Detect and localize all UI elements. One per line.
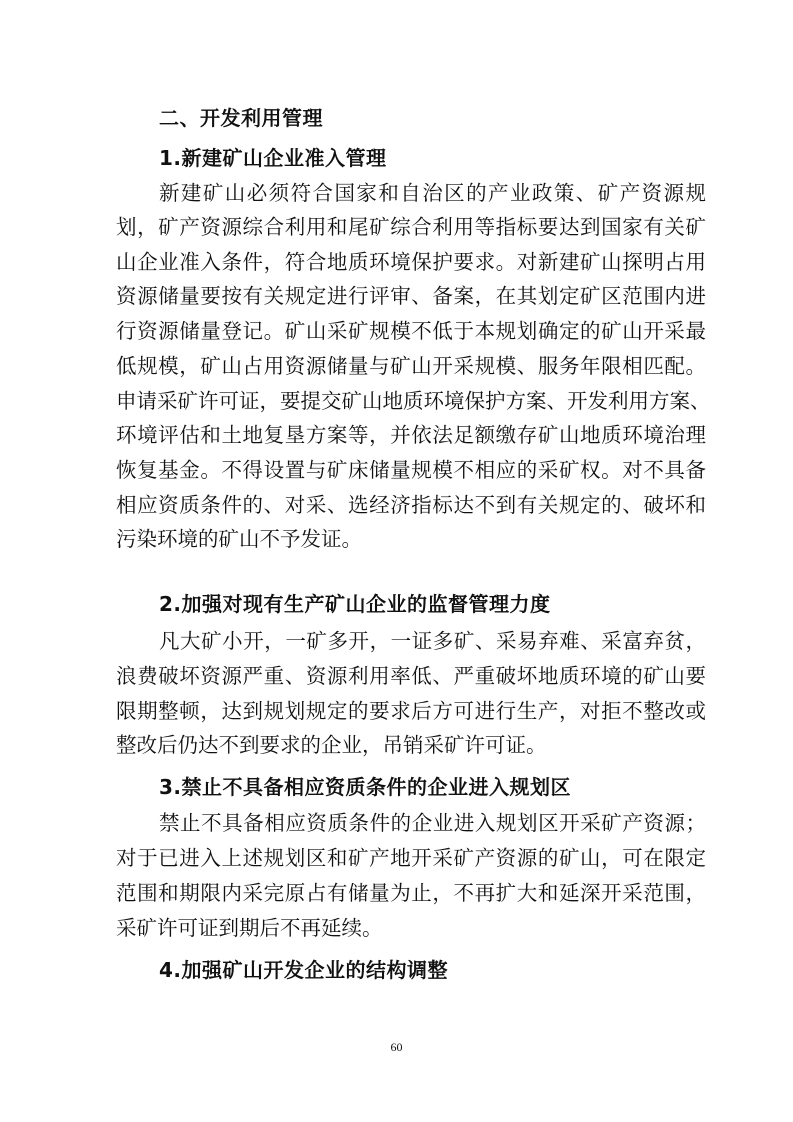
paragraph-line: 整改后仍达不到要求的企业，吊销采矿许可证。	[116, 733, 547, 757]
paragraph-line: 相应资质条件的、对采、选经济指标达不到有关规定的、破坏和	[116, 493, 706, 517]
paragraph-line: 划，矿产资源综合利用和尾矿综合利用等指标要达到国家有关矿	[116, 215, 706, 239]
paragraph-line: 采矿许可证到期后不再延续。	[116, 916, 383, 940]
paragraph-line: 申请采矿许可证，要提交矿山地质环境保护方案、开发利用方案、	[116, 389, 711, 413]
paragraph-line: 浪费破坏资源严重、资源利用率低、严重破坏地质环境的矿山要	[116, 664, 706, 688]
paragraph-line: 资源储量要按有关规定进行评审、备案，在其划定矿区范围内进	[116, 284, 706, 308]
subsection-heading-3: 3.禁止不具备相应资质条件的企业进入规划区	[159, 775, 572, 799]
paragraph-line: 环境评估和土地复垦方案等，并依法足额缴存矿山地质环境治理	[116, 423, 706, 447]
paragraph-line: 山企业准入条件，符合地质环境保护要求。对新建矿山探明占用	[116, 250, 706, 274]
paragraph-line: 污染环境的矿山不予发证。	[116, 527, 362, 551]
paragraph-line: 范围和期限内采完原占有储量为止，不再扩大和延深开采范围，	[116, 881, 706, 905]
paragraph-line: 对于已进入上述规划区和矿产地开采矿产资源的矿山，可在限定	[116, 846, 706, 870]
paragraph-line: 低规模，矿山占用资源储量与矿山开采规模、服务年限相匹配。	[116, 354, 706, 378]
section-title: 二、开发利用管理	[159, 106, 323, 130]
paragraph-line: 限期整顿，达到规划规定的要求后方可进行生产，对拒不整改或	[116, 699, 706, 723]
paragraph-line: 禁止不具备相应资质条件的企业进入规划区开采矿产资源；	[159, 811, 706, 835]
subsection-heading-4: 4.加强矿山开发企业的结构调整	[159, 958, 449, 982]
page-number: 60	[390, 1040, 403, 1054]
subsection-heading-2: 2.加强对现有生产矿山企业的监督管理力度	[159, 592, 551, 616]
paragraph-line: 行资源储量登记。矿山采矿规模不低于本规划确定的矿山开采最	[116, 319, 706, 343]
paragraph-line: 恢复基金。不得设置与矿床储量规模不相应的采矿权。对不具备	[116, 458, 706, 482]
paragraph-line: 凡大矿小开，一矿多开，一证多矿、采易弃难、采富弃贫，	[159, 629, 706, 653]
paragraph-line: 新建矿山必须符合国家和自治区的产业政策、矿产资源规	[159, 181, 706, 205]
subsection-heading-1: 1.新建矿山企业准入管理	[159, 146, 387, 170]
